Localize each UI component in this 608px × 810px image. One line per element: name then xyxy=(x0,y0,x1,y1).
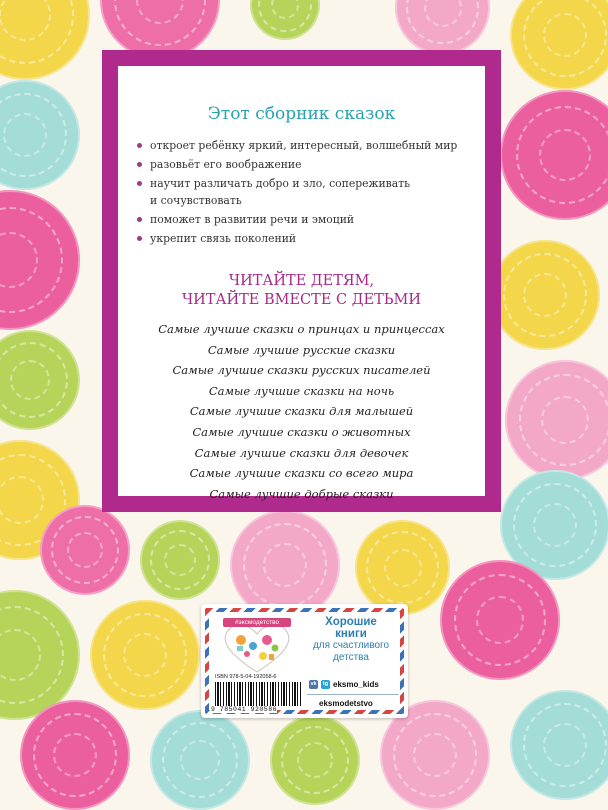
dot xyxy=(500,90,608,220)
series-title: Самые лучшие сказки на ночь xyxy=(208,383,395,398)
slogan-line: для счастливого xyxy=(312,640,390,651)
series-title: Самые лучшие сказки о принцах и принцессах xyxy=(158,322,445,336)
dot xyxy=(510,690,608,800)
info-panel xyxy=(118,66,485,501)
series-title: Самые лучшие сказки о животных xyxy=(192,424,411,439)
panel-title: Этот сборник сказок xyxy=(207,104,396,124)
list-item: откроет ребёнку яркий, интересный, волшебный мир xyxy=(136,138,467,153)
dot xyxy=(510,0,608,90)
series-title: Самые лучшие сказки для девочек xyxy=(194,445,409,460)
series-title: Самые лучшие сказки русских писателей xyxy=(172,363,431,378)
heart-stamp-logo xyxy=(217,616,297,676)
dot xyxy=(150,710,250,810)
telegram-icon[interactable]: tg xyxy=(322,681,329,687)
dot xyxy=(40,505,130,595)
isbn-number: ISBN 978-5-04-192058-6 xyxy=(215,674,277,680)
barcode-digits: 9 785041 920586 xyxy=(211,706,278,713)
slogan xyxy=(301,616,401,664)
series-title: Самые лучшие добрые сказки xyxy=(209,486,394,501)
benefits-list xyxy=(136,138,467,246)
call-to-read xyxy=(136,272,467,310)
brand-tag: #эксмодетство xyxy=(223,618,291,627)
dot xyxy=(505,360,608,480)
call-line: ЧИТАЙТЕ ДЕТЯМ, xyxy=(228,273,375,289)
slogan-line: Хорошие xyxy=(325,616,377,628)
list-item-continuation: и сочувствовать xyxy=(150,194,242,207)
dot xyxy=(90,600,200,710)
series-title: Самые лучшие русские сказки xyxy=(207,342,396,357)
dot xyxy=(250,0,320,40)
info-frame xyxy=(102,50,501,512)
social-row xyxy=(309,680,379,689)
series-title: Самые лучшие сказки со всего мира xyxy=(189,466,414,481)
publisher-card xyxy=(201,604,408,718)
slogan-line: книги xyxy=(335,628,367,640)
list-item: поможет в развитии речи и эмоций xyxy=(136,212,467,227)
dot xyxy=(140,520,220,600)
dot xyxy=(0,80,80,190)
divider xyxy=(307,694,399,695)
social-handle[interactable]: eksmo_kids xyxy=(333,680,379,689)
dot xyxy=(440,560,560,680)
card-body xyxy=(209,612,400,713)
dot xyxy=(490,240,600,350)
series-title: Самые лучшие сказки для малышей xyxy=(189,404,414,419)
dot xyxy=(355,520,450,615)
dot xyxy=(395,0,490,55)
dot xyxy=(270,715,360,805)
dot xyxy=(0,190,80,330)
vk-icon[interactable]: vk xyxy=(310,681,317,687)
list-item: разовьёт его воображение xyxy=(136,157,467,172)
barcode xyxy=(215,682,301,706)
series-list xyxy=(136,322,467,502)
dot xyxy=(0,0,90,80)
site-handle[interactable]: eksmodetstvo xyxy=(319,699,373,708)
dot xyxy=(0,330,80,430)
list-item: научит различать добро и зло, сопереживать xyxy=(136,176,467,191)
list-item: укрепит связь поколений xyxy=(136,231,467,246)
slogan-line: детства xyxy=(333,652,369,663)
call-line: ЧИТАЙТЕ ВМЕСТЕ С ДЕТЬМИ xyxy=(181,292,422,308)
